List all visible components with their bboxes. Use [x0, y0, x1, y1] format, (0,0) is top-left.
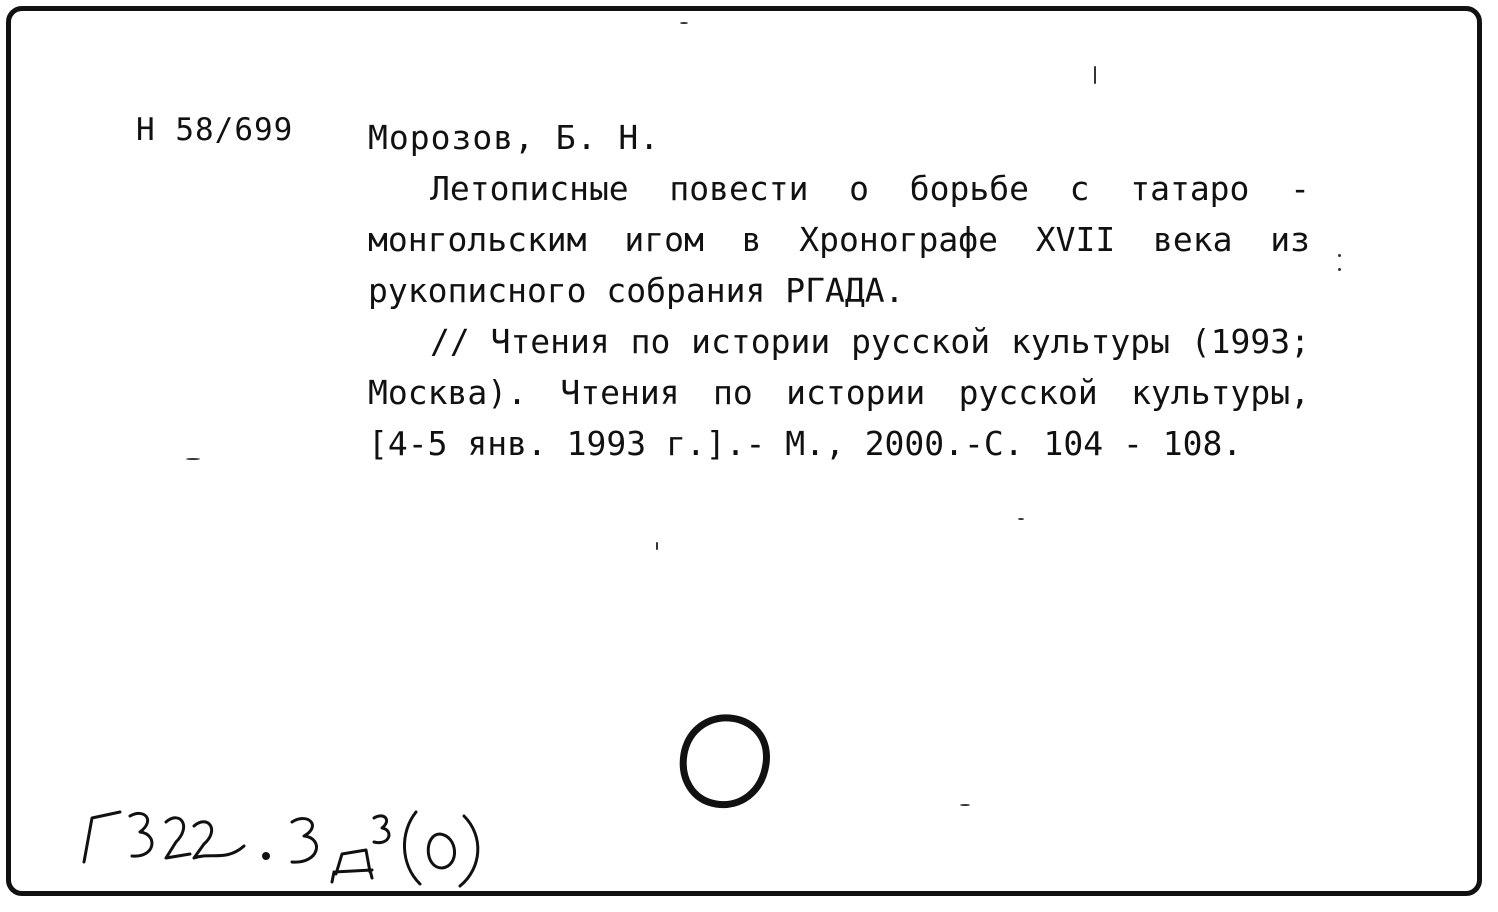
author: Морозов, Б. Н. — [368, 118, 661, 157]
handwritten-classmark — [70, 792, 550, 892]
source-publication: // Чтения по истории русской культуры (1993; Москва). Чтения по истории русской культуры, [4-5 янв. 1993 г.].- М., 2000.-С. 104 - 108. — [368, 322, 1310, 463]
hole-punch-mark — [674, 712, 774, 812]
work-title: Летописные повести о борьбе с татаро - монгольским игом в Хронографе XVII века из рукописного собрания РГАДА. — [368, 169, 1310, 310]
bibliographic-entry — [368, 112, 1310, 469]
shelfmark: Н 58/699 — [136, 112, 294, 148]
